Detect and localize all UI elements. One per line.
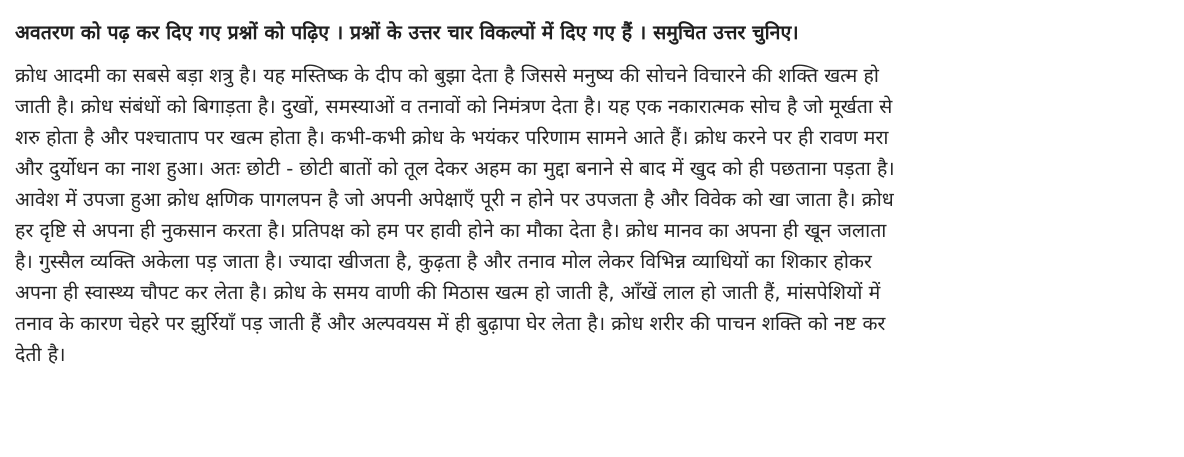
passage-line: हर दृष्टि से अपना ही नुकसान करता है। प्रतिपक्ष को हम पर हावी होने का मौका देता है। क्रोध मानव का अपना ही खून जलाता	[15, 219, 887, 242]
instruction-heading: अवतरण को पढ़ कर दिए गए प्रश्नों को पढ़िए । प्रश्नों के उत्तर चार विकल्पों में दिए गए हैं । समुचित उत्तर चुनिए।	[15, 21, 799, 44]
passage-line: जाती है। क्रोध संबंधों को बिगाड़ता है। दुखों, समस्याओं व तनावों को निमंत्रण देता है। यह एक नकारात्मक सोच है जो मूर्खता से	[15, 95, 893, 118]
passage-line: और दुर्योधन का नाश हुआ। अतः छोटी - छोटी बातों को तूल देकर अहम का मुद्दा बनाने से बाद में खुद को ही पछताना पड़ता है।	[15, 157, 895, 180]
passage-line: है। गुस्सैल व्यक्ति अकेला पड़ जाता है। ज्यादा खीजता है, कुढ़ता है और तनाव मोल लेकर विभिन्न व्याधियों का शिकार होकर	[15, 250, 872, 273]
passage-line: शरु होता है और पश्चाताप पर खत्म होता है। कभी-कभी क्रोध के भयंकर परिणाम सामने आते हैं। क्रोध करने पर ही रावण मरा	[15, 126, 889, 149]
passage-line: क्रोध आदमी का सबसे बड़ा शत्रु है। यह मस्तिष्क के दीप को बुझा देता है जिससे मनुष्य की सोचने विचारने की शक्ति खत्म हो	[15, 64, 879, 87]
passage-line: अपना ही स्वास्थ्य चौपट कर लेता है। क्रोध के समय वाणी की मिठास खत्म हो जाती है, आँखें लाल हो जाती हैं, मांसपेशियों में	[15, 281, 881, 304]
passage-line: तनाव के कारण चेहरे पर झुर्रियाँ पड़ जाती हैं और अल्पवयस में ही बुढ़ापा घेर लेता है। क्रोध शरीर की पाचन शक्ति को नष्ट कर	[15, 312, 886, 335]
passage-paragraph	[15, 60, 1170, 370]
passage-line: आवेश में उपजा हुआ क्रोध क्षणिक पागलपन है जो अपनी अपेक्षाएँ पूरी न होने पर उपजता है और विवेक को खा जाता है। क्रोध	[15, 188, 894, 211]
passage-line: देती है।	[15, 343, 66, 366]
